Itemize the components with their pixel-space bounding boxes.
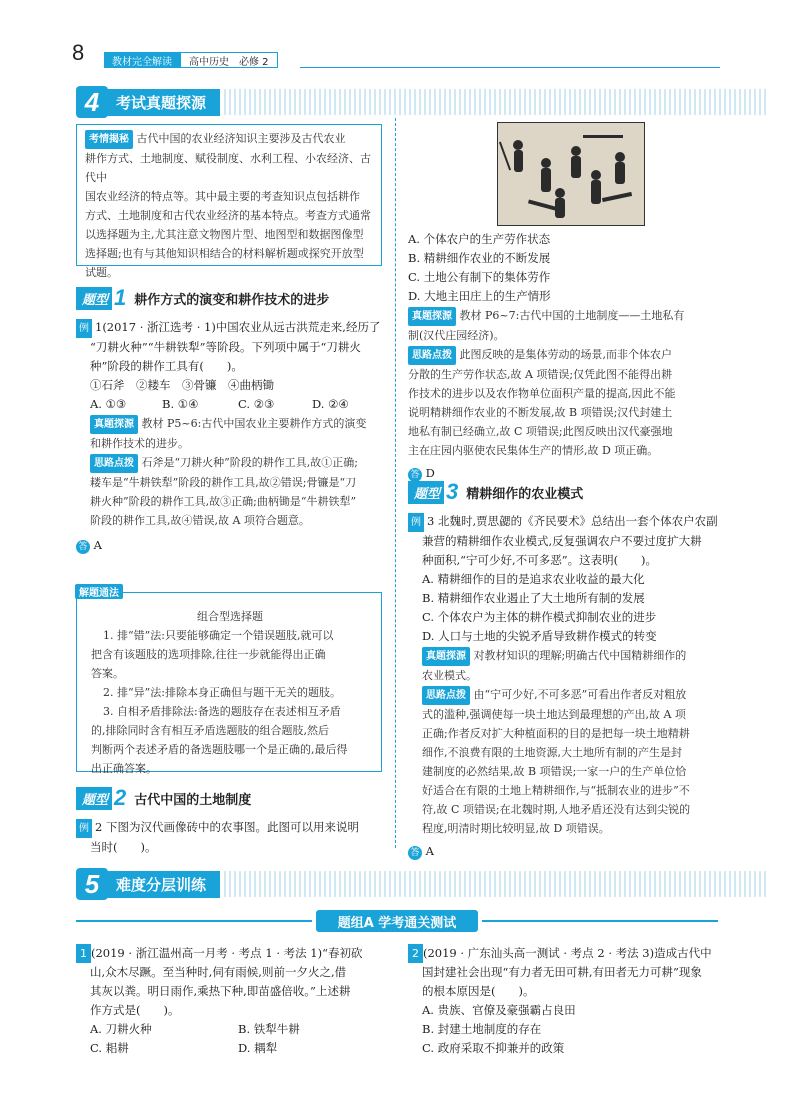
question-line: 的根本原因是( )。: [422, 984, 535, 998]
hint-line: 说明精耕细作农业的不断发展,故 B 项错误;汉代封建土: [408, 406, 673, 419]
example-1: [76, 318, 386, 555]
source-line: 教材 P6~7:古代中国的土地制度——土地私有: [459, 309, 685, 322]
source-tag: 真题探源: [422, 647, 470, 666]
section-5-banner: [76, 870, 766, 898]
option-b: B. ①④: [162, 397, 199, 411]
group-a-title: 题组A 学考通关测试: [316, 910, 478, 932]
option-d: D. 大地主田庄上的生产情形: [408, 289, 551, 303]
option-b: B. 精耕细作农业的不断发展: [408, 251, 551, 265]
page-number: 8: [72, 40, 85, 65]
method-line: 答案。: [91, 667, 124, 680]
question-line: 种”阶段的耕作工具有( )。: [90, 359, 243, 373]
group-rule-right: [482, 920, 718, 922]
option-c: C. 政府采取不抑兼并的政策: [422, 1041, 565, 1055]
question-number: 2: [408, 944, 423, 963]
hint-note: [408, 345, 728, 460]
section-4-banner: [76, 88, 766, 116]
type-2-heading: [76, 786, 251, 810]
question-line: 当时( )。: [90, 840, 157, 854]
intro-line: 国农业经济的特点等。其中最主要的考查知识点包括耕作: [85, 190, 360, 203]
intro-line: 选择题;也有与其他知识相结合的材料解析题或探究开放型: [85, 247, 364, 260]
option-c: C. ②③: [238, 397, 275, 411]
hint-line: 主在庄园内驱使农民集体生产的情形,故 D 项正确。: [408, 444, 659, 457]
source-line: 教材 P5~6:古代中国农业主要耕作方式的演变: [141, 417, 367, 430]
option-a: A. 个体农户的生产劳作状态: [408, 232, 551, 246]
group-rule-left: [76, 920, 312, 922]
question-line: 兼营的精耕细作农业模式,反复强调农户不要过度扩大耕: [422, 534, 702, 548]
type-3-heading: [408, 480, 583, 504]
method-line: 把含有该题肢的选项排除,往往一步就能得出正确: [91, 648, 326, 661]
answer-row: [408, 842, 728, 861]
intro-line: 古代中国的农业经济知识主要涉及古代农业: [136, 132, 346, 145]
example-label: 例: [76, 819, 92, 838]
book-title: 教材完全解读: [104, 52, 180, 68]
intro-box: [76, 124, 382, 279]
method-line: 判断两个表述矛盾的备选题肢哪一个是正确的,最后得: [91, 743, 348, 756]
answer-badge: 答: [408, 468, 422, 482]
section-title: 考试真题探源: [106, 89, 220, 116]
option-b: B. 封建土地制度的存在: [422, 1022, 542, 1036]
source-tag: 真题探源: [408, 307, 456, 326]
source-note: [408, 306, 728, 345]
hint-line: 此图反映的是集体劳动的场景,而非个体农户: [459, 348, 672, 361]
question-items: ①石斧 ②耧车 ③骨镰 ④曲柄锄: [90, 378, 274, 392]
type-title: 古代中国的土地制度: [134, 792, 252, 808]
question-line: 国封建社会出现“有力者无田可耕,有田者无力可耕”现象: [422, 965, 702, 979]
option-c: C. 个体农户为主体的耕作模式抑制农业的进步: [422, 610, 657, 624]
method-line: 1. 排“错”法:只要能够确定一个错误题肢,就可以: [103, 629, 334, 642]
source-note: [408, 646, 728, 685]
type-num: 2: [114, 785, 127, 810]
question-number: 1: [76, 944, 91, 963]
hint-tag: 思路点拨: [90, 454, 138, 473]
option-b: B. 铁犁牛耕: [238, 1022, 300, 1036]
type-title: 精耕细作的农业模式: [466, 486, 584, 502]
question-1: [76, 944, 386, 1058]
question-line: 作方式是( )。: [90, 1003, 180, 1017]
subject-label: [180, 52, 278, 68]
example-label: 例: [76, 319, 92, 338]
hint-line: 式的滥种,强调使每一块土地达到最理想的产出,故 A 项: [422, 708, 686, 721]
hint-line: 阶段的耕作工具,故④错误,故 A 项符合题意。: [90, 514, 310, 527]
source-line: 和耕作技术的进步。: [90, 437, 189, 450]
section-number: 5: [76, 868, 108, 900]
source-line: 对教材知识的理解;明确古代中国精耕细作的: [473, 649, 687, 662]
option-d: D. 耦犁: [238, 1041, 278, 1055]
options-row: [76, 1020, 386, 1039]
relief-illustration: [498, 123, 645, 226]
option-d: D. ②④: [312, 397, 349, 411]
hint-line: 建制度的必然结果,故 B 项错误;一家一户的生产单位恰: [422, 765, 687, 778]
intro-line: 以选择题为主,尤其注意文物图片型、地图型和数据图像型: [85, 228, 364, 241]
example-3: [408, 512, 728, 861]
question-2: [408, 944, 728, 1058]
hint-tag: 思路点拨: [408, 346, 456, 365]
option-a: A. 刀耕火种: [90, 1022, 152, 1036]
options-row: [76, 1039, 386, 1058]
hint-line: 耕火种”阶段的耕作工具,故③正确;曲柄锄是“牛耕铁犁”: [90, 495, 357, 508]
question-line: 种面积,“宁可少好,不可多恶”。这表明( )。: [422, 553, 658, 567]
answer-row: [76, 536, 386, 555]
banner-stripe: [224, 89, 766, 115]
han-farming-relief-image: [497, 122, 645, 226]
hint-line: 耧车是“牛耕铁犁”阶段的耕作工具,故②错误;骨镰是“刀: [90, 476, 357, 489]
hint-note: [408, 685, 728, 838]
answer-badge: 答: [76, 540, 90, 554]
intro-line: 方式、土地制度和古代农业经济的基本特点。考查方式通常: [85, 209, 371, 222]
option-a: A. 贵族、官僚及豪强霸占良田: [422, 1003, 576, 1017]
header-rule: [300, 67, 720, 68]
example-2-options: [408, 230, 728, 483]
method-line: 出正确答案。: [91, 762, 157, 775]
option-d: D. 人口与土地的尖锐矛盾导致耕作模式的转变: [422, 629, 657, 643]
question-line: 3 北魏时,贾思勰的《齐民要术》总结出一套个体农户农副: [427, 514, 718, 528]
type-num: 3: [446, 479, 459, 504]
section-title: 难度分层训练: [106, 871, 220, 898]
question-line: 1(2017 · 浙江选考 · 1)中国农业从远古洪荒走来,经历了: [95, 320, 381, 334]
hint-line: 作技术的进步以及农作物单位面积产量的提高,因此不能: [408, 387, 676, 400]
question-line: 其灰以粪。明日雨作,乘热下种,即苗盛倍收。”上述耕: [90, 984, 351, 998]
hint-line: 正确;作者反对扩大种植面积的目的是把每一块土地精耕: [422, 727, 690, 740]
hint-line: 由“宁可少好,不可多恶”可看出作者反对粗放: [473, 688, 687, 701]
option-c: C. 耜耕: [90, 1041, 129, 1055]
option-c: C. 土地公有制下的集体劳作: [408, 270, 551, 284]
question-line: (2019 · 广东汕头高一测试 · 考点 2 · 考法 3)造成古代中: [423, 946, 712, 960]
hint-line: 地私有制已经确立,故 C 项错误;此图反映出汉代豪强地: [408, 425, 673, 438]
method-text: [91, 626, 369, 778]
hint-line: 符,故 C 项错误;在北魏时期,人地矛盾还没有达到尖锐的: [422, 803, 691, 816]
intro-line: 试题。: [85, 266, 118, 279]
example-2: [76, 818, 386, 857]
type-label: 题型: [408, 481, 444, 504]
intro-text: [85, 129, 373, 282]
type-1-heading: [76, 286, 329, 310]
option-a: A. ①③: [90, 397, 127, 411]
banner-stripe: [224, 871, 766, 897]
answer-badge: 答: [408, 846, 422, 860]
hint-line: 程度,明清时期比较明显,故 D 项错误。: [422, 822, 610, 835]
option-b: B. 精耕细作农业遏止了大土地所有制的发展: [422, 591, 645, 605]
method-line: 2. 排“异”法:排除本身正确但与题干无关的题肢。: [103, 686, 341, 699]
hint-note: [76, 453, 386, 530]
question-line: (2019 · 浙江温州高一月考 · 考点 1 · 考法 1)“春初砍: [91, 946, 363, 960]
answer-value: A: [425, 844, 434, 858]
hint-line: 石斧是“刀耕火种”阶段的耕作工具,故①正确;: [141, 456, 358, 469]
intro-tag: 考情揭秘: [85, 130, 133, 149]
subject: 高中历史: [189, 57, 229, 68]
options-row: [76, 395, 386, 414]
type-label: 题型: [76, 287, 112, 310]
hint-line: 细作,不浪费有限的土地资源,大土地所有制的产生是封: [422, 746, 682, 759]
source-line: 制(汉代庄园经济)。: [408, 329, 505, 342]
hint-line: 好适合在有限的土地上精耕细作,与“抵制农业的进步”不: [422, 784, 690, 797]
hint-tag: 思路点拨: [422, 686, 470, 705]
answer-value: A: [93, 538, 102, 552]
volume: 必修 2: [239, 57, 269, 68]
header-bar: [104, 52, 278, 68]
hint-line: 分散的生产劳作状态,故 A 项错误;仅凭此图不能得出耕: [408, 368, 673, 381]
source-note: [76, 414, 386, 453]
type-num: 1: [114, 285, 127, 310]
intro-line: 耕作方式、土地制度、赋役制度、水利工程、小农经济、古代中: [85, 152, 371, 184]
type-label: 题型: [76, 787, 112, 810]
type-title: 耕作方式的演变和耕作技术的进步: [134, 292, 330, 308]
example-label: 例: [408, 513, 424, 532]
column-divider: [395, 118, 396, 848]
source-line: 农业模式。: [422, 669, 477, 682]
question-line: 2 下图为汉代画像砖中的农事图。此图可以用来说明: [95, 820, 359, 834]
method-box: [76, 588, 382, 775]
method-tag: 解题通法: [75, 584, 123, 599]
answer-value: D: [425, 466, 435, 480]
section-number: 4: [76, 86, 108, 118]
source-tag: 真题探源: [90, 415, 138, 434]
method-title: 组合型选择题: [197, 610, 263, 623]
option-a: A. 精耕细作的目的是追求农业收益的最大化: [422, 572, 645, 586]
question-line: “刀耕火种”“牛耕铁犁”等阶段。下列项中属于“刀耕火: [90, 340, 361, 354]
method-line: 的,排除同时含有相互矛盾选题肢的组合题肢,然后: [91, 724, 329, 737]
question-line: 山,众木尽蹶。至当种时,伺有雨候,则前一夕火之,借: [90, 965, 347, 979]
method-line: 3. 自相矛盾排除法:备选的题肢存在表述相互矛盾: [103, 705, 341, 718]
